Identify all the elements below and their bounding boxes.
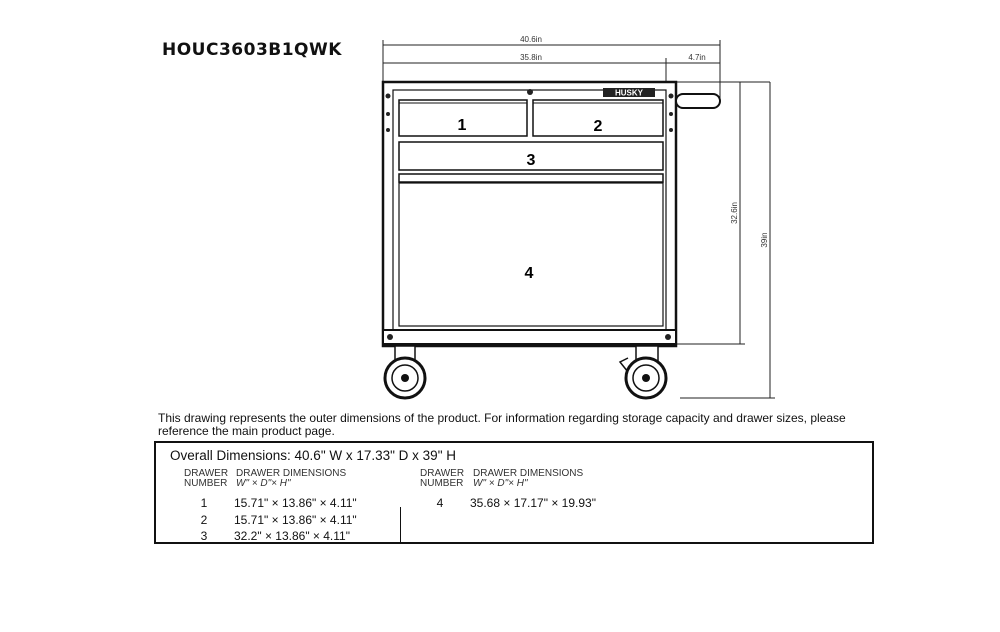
overall-width-label: 40.6in [520, 35, 542, 44]
body-height-label: 32.6in [730, 202, 739, 224]
header-number: DRAWER NUMBER [184, 468, 229, 489]
dimensions-table: Overall Dimensions: 40.6" W x 17.33" D x 39" H DRAWER NUMBER DRAWER DIMENSIONS W" × D"× H" DRAWER NUMBER DRAWER DIMENSIONS W" × D"× H" 1 15.71" × 13.86" × 4.11" 2 15.71" × 13.86" × 4.11" 3 32.2" × 13.86" × 4.11" 4 35.68 × 17.17" × 19.93" [154, 441, 874, 544]
header-number-right: DRAWER NUMBER [420, 468, 465, 489]
drawer-1-label: 1 [457, 117, 467, 134]
caster-left [385, 346, 425, 398]
model-number: HOUC3603B1QWK [162, 40, 342, 60]
brand-badge-text: HUSKY [614, 88, 644, 98]
side-handle [676, 94, 720, 108]
overall-height-label: 39in [760, 232, 769, 248]
body-width-label: 35.8in [520, 53, 542, 62]
header-dimensions-right: DRAWER DIMENSIONS W" × D"× H" [473, 468, 584, 489]
caster-right [620, 346, 666, 398]
drawer-2-label: 2 [593, 118, 603, 135]
drawer-4-label: 4 [524, 265, 534, 282]
handle-depth-label: 4.7in [688, 53, 706, 62]
drawer-3-label: 3 [526, 152, 536, 169]
overall-dimensions: Overall Dimensions: 40.6" W x 17.33" D x 39" H [170, 448, 456, 463]
drawer-4-outline [399, 183, 663, 326]
lock-icon [527, 89, 533, 95]
header-dimensions: DRAWER DIMENSIONS W" × D"× H" [236, 468, 347, 489]
disclaimer-note: This drawing represents the outer dimensions of the product. For information regarding storage capacity and drawer sizes, please reference the main product page. [158, 411, 846, 438]
column-divider [400, 507, 401, 544]
